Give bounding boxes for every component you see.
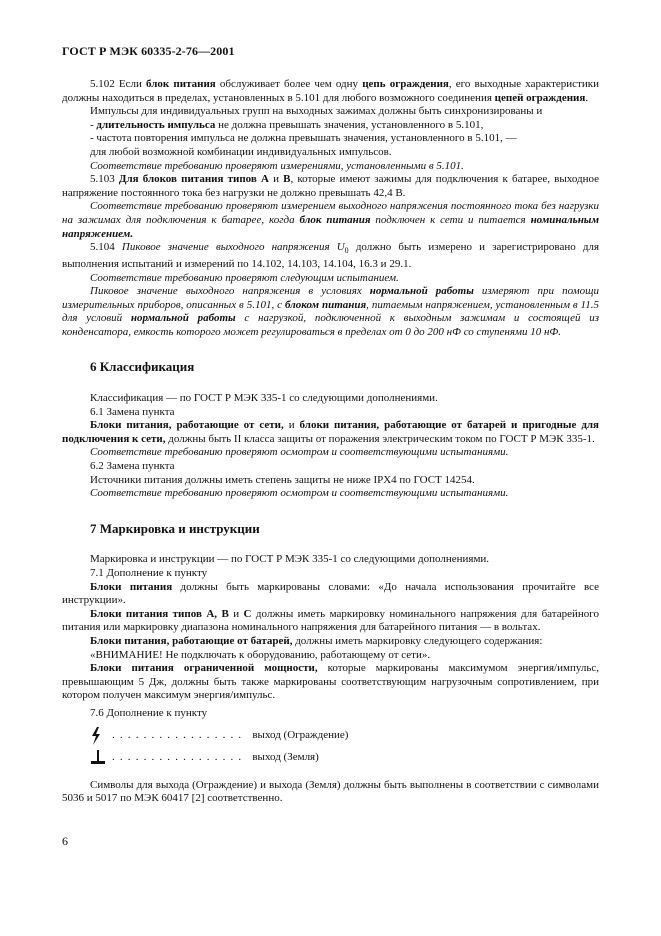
clause-number: 5.104	[90, 241, 115, 254]
term: блоком питания	[284, 298, 367, 311]
text: с нагрузкой, подключенной к выходным зажимам и состоящей из конденсатора, емкость которого может регулироваться в пределах от 0 до 200 нФ со ступенями 10 нФ.	[62, 312, 599, 338]
text: обслуживает более чем одну	[215, 78, 363, 90]
text: Пиковое значение выходного напряжения	[121, 241, 330, 254]
symbol: U	[336, 241, 345, 254]
term: нормальной работы	[130, 312, 236, 325]
paragraph-7-1-a	[62, 581, 599, 608]
text: и	[268, 173, 284, 186]
term: В	[283, 173, 291, 186]
lightning-fence-icon	[90, 727, 112, 745]
term: нормальной работы	[369, 285, 474, 298]
paragraph-5-104	[62, 241, 599, 271]
paragraph-symbols: Символы для выхода (Ограждение) и выхода (Земля) должны быть выполнены в соответствии с символами 5036 и 5017 по МЭК 60417 [2] соответственно.	[62, 778, 599, 805]
paragraph-7-1-c	[62, 635, 599, 649]
list-item: - частота повторения импульса не должна превышать значения, установленного в 5.101, —	[90, 132, 517, 145]
symbol-row-earth	[62, 747, 599, 769]
symbol-row-fence	[62, 725, 599, 747]
term: цепей ограждения	[494, 91, 586, 104]
page-number: 6	[62, 834, 68, 848]
term: Блоки питания, работающие от батарей,	[90, 634, 293, 647]
term: номинальным напряжением.	[62, 213, 599, 240]
term: Для блоков питания типов А	[118, 173, 269, 186]
term: Блоки питания типов А, В	[90, 607, 229, 620]
term: цепь ограждения	[362, 78, 449, 90]
text: и	[228, 607, 244, 620]
leader-dots: . . . . . . . . . . . . . . . . .	[112, 728, 243, 741]
paragraph-5-103	[62, 173, 599, 200]
text: и	[283, 419, 300, 432]
subscript: 0	[344, 246, 349, 256]
text: Пиковое значение выходного напряжения в условиях	[90, 285, 370, 298]
text: , питаемым напряжением, установленным в 11.5 для условий	[62, 298, 599, 325]
list-item-continuation: для любой возможной комбинации индивидуальных импульсов.	[90, 145, 392, 158]
text: .	[585, 91, 589, 104]
term: Блоки питания ограниченной мощности,	[90, 662, 318, 675]
symbol-label: выход (Ограждение)	[252, 728, 349, 741]
compliance-check: Соответствие требованию проверяют измерениями, установленными в 5.101.	[90, 159, 464, 172]
term: Блоки питания, работающие от сети,	[90, 419, 284, 432]
clause-7-6: 7.6 Дополнение к пункту	[90, 706, 208, 719]
term: блок питания	[146, 78, 216, 90]
text: , которые имеют зажимы для подключения к батарее, выходное напряжение постоянного тока без нагрузки не должно превышать 42,4 В.	[62, 173, 599, 199]
clause-6-2: 6.2 Замена пункта	[90, 460, 175, 473]
text: должны быть маркированы словами: «До начала использования прочитайте все инструкции».	[62, 580, 599, 607]
text: подключен к сети и питается	[370, 213, 531, 226]
term: С	[243, 607, 252, 620]
symbol-label: выход (Земля)	[252, 750, 319, 763]
text: должны иметь маркировку следующего содержания:	[292, 634, 543, 647]
text: , его выходные характеристики должны находиться в пределах, установленных в 5.101 для любого возможного соединения	[62, 78, 599, 104]
paragraph-7-1-d	[62, 662, 599, 703]
text: -	[90, 118, 97, 131]
text: должно быть измерено и зарегистрировано для выполнения испытаний и измерений по 14.102, 14.103, 14.104, 16.3 и 29.1.	[62, 241, 600, 270]
clause-number: 5.102	[90, 78, 115, 90]
text: Если	[118, 78, 147, 90]
paragraph-peak-voltage	[62, 285, 599, 339]
text: не должна превышать значения, установленного в 5.101,	[215, 118, 484, 131]
term: блоки питания, работающие от батарей и пригодные для подключения к сети,	[62, 419, 600, 445]
section-7-intro: Маркировка и инструкции — по ГОСТ Р МЭК 335-1 со следующими дополнениями.	[90, 553, 490, 566]
compliance-check	[62, 200, 599, 241]
paragraph-6-1	[62, 419, 599, 446]
clause-number: 5.103	[90, 173, 115, 186]
paragraph-7-1-b	[62, 608, 599, 635]
section-6-heading: 6 Классификация	[90, 359, 195, 375]
text: должны иметь маркировку номинального напряжения для батарейного питания или маркировку диапазона номинального напряжения для батарейного питания — в вольтах.	[62, 607, 599, 634]
paragraph-pulses: Импульсы для индивидуальных групп на выходных зажимах должны быть синхронизированы и	[90, 105, 543, 118]
term: Блоки питания	[90, 580, 173, 593]
text: должны быть II класса защиты от поражения электрическим током по ГОСТ Р МЭК 335-1.	[168, 432, 595, 445]
text: Соответствие требованию проверяют измерением выходного напряжения постоянного тока без нагрузки на зажимах для подключения к батарее, когда	[62, 200, 599, 226]
term: блок питания	[299, 213, 371, 226]
section-6-intro: Классификация — по ГОСТ Р МЭК 335-1 со следующими дополнениями.	[90, 392, 438, 405]
paragraph-6-2: Источники питания должны иметь степень защиты не ниже IPX4 по ГОСТ 14254.	[90, 473, 475, 486]
earth-ground-icon	[90, 750, 112, 766]
document-body	[62, 78, 599, 806]
compliance-check: Соответствие требованию проверяют следующим испытанием.	[90, 271, 399, 284]
clause-6-1: 6.1 Замена пункта	[90, 405, 175, 418]
warning-text: «ВНИМАНИЕ! Не подключать к оборудованию, работающему от сети».	[90, 648, 431, 661]
clause-7-1: 7.1 Дополнение к пункту	[90, 567, 208, 579]
leader-dots: . . . . . . . . . . . . . . . . .	[112, 750, 243, 763]
list-item	[62, 119, 599, 133]
document-header: ГОСТ Р МЭК 60335-2-76—2001	[62, 44, 235, 58]
text: измеряют при помощи измерительных приборов, описанных в 5.101, с	[62, 285, 599, 311]
section-7-heading: 7 Маркировка и инструкции	[90, 520, 260, 536]
text: которые маркированы максимумом энергия/импульс, превышающим 5 Дж, должны быть также маркированы соответствующим нагрузочным сопротивлением, при котором получен максимум энергия/импульс.	[62, 662, 599, 702]
compliance-check: Соответствие требованию проверяют осмотром и соответствующими испытаниями.	[90, 487, 509, 500]
paragraph-5-102	[62, 78, 599, 105]
term: длительность импульса	[96, 118, 216, 131]
compliance-check: Соответствие требованию проверяют осмотром и соответствующими испытаниями.	[90, 446, 509, 459]
